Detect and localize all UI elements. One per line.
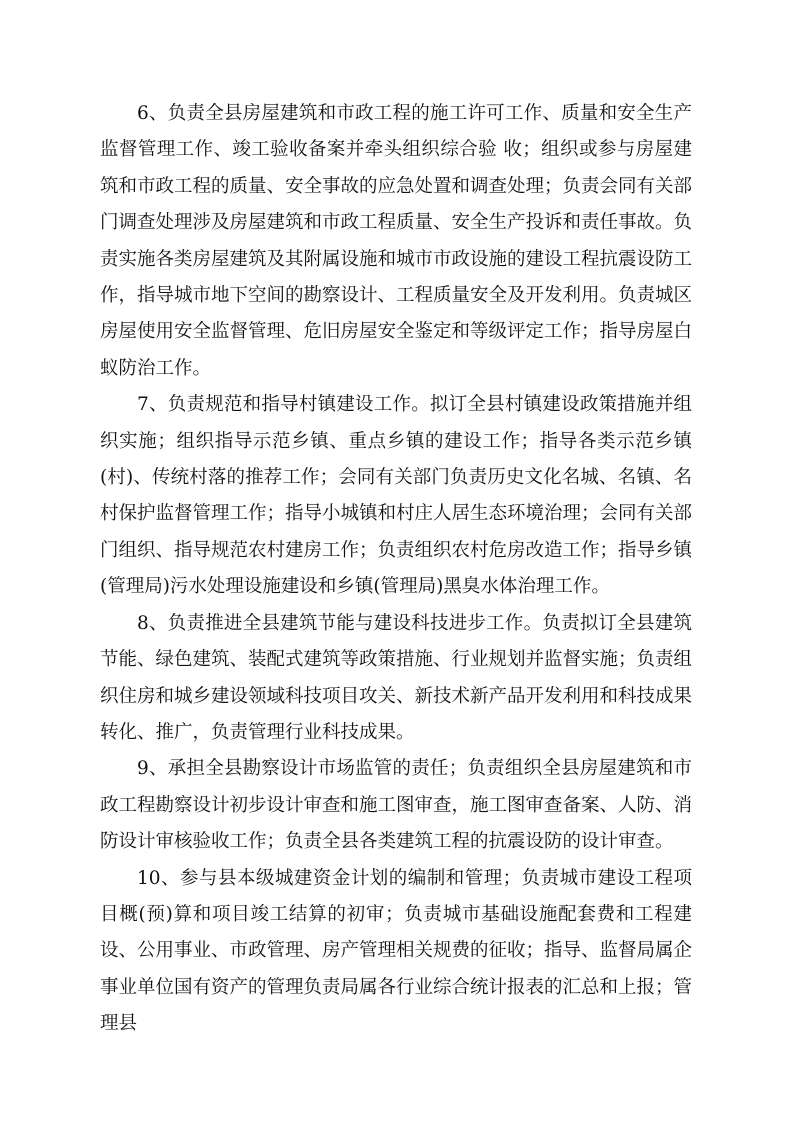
paragraph-item-9: 9、承担全县勘察设计市场监管的责任；负责组织全县房屋建筑和市政工程勘察设计初步设计审查和施工图审查，施工图审查备案、人防、消防设计审核验收工作；负责全县各类建筑工程的抗震设防的设计审查。 (100, 758, 693, 853)
paragraph-item-7: 7、负责规范和指导村镇建设工作。拟订全县村镇建设政策措施并组织实施；组织指导示范乡镇、重点乡镇的建设工作；指导各类示范乡镇(村)、传统村落的推荐工作；会同有关部门负责历史文化名城、名镇、名村保护监督管理工作；指导小城镇和村庄人居生态环境治理；会同有关部门组织、指导规范农村建房工作；负责组织农村危房改造工作；指导乡镇(管理局)污水处理设施建设和乡镇(管理局)黑臭水体治理工作。 (100, 394, 693, 598)
paragraph-item-8: 8、负责推进全县建筑节能与建设科技进步工作。负责拟订全县建筑节能、绿色建筑、装配式建筑等政策措施、行业规划并监督实施；负责组织住房和城乡建设领域科技项目攻关、新技术新产品开发利用和科技成果转化、推广，负责管理行业科技成果。 (100, 612, 693, 743)
paragraph-item-10: 10、参与县本级城建资金计划的编制和管理；负责城市建设工程项目概(预)算和项目竣工结算的初审；负责城市基础设施配套费和工程建设、公用事业、市政管理、房产管理相关规费的征收；指导、监督局属企事业单位国有资产的管理负责局属各行业综合统计报表的汇总和上报；管理县 (100, 867, 693, 1035)
paragraph-item-6: 6、负责全县房屋建筑和市政工程的施工许可工作、质量和安全生产监督管理工作、竣工验收备案并牵头组织综合验 收；组织或参与房屋建筑和市政工程的质量、安全事故的应急处置和调查处理；负责会同有关部门调查处理涉及房屋建筑和市政工程质量、安全生产投诉和责任事故。负责实施各类房屋建筑及其附属设施和城市市政设施的建设工程抗震设防工作，指导城市地下空间的勘察设计、工程质量安全及开发利用。负责城区房屋使用安全监督管理、危旧房屋安全鉴定和等级评定工作；指导房屋白蚁防治工作。 (100, 103, 693, 379)
document-body (100, 96, 692, 1043)
